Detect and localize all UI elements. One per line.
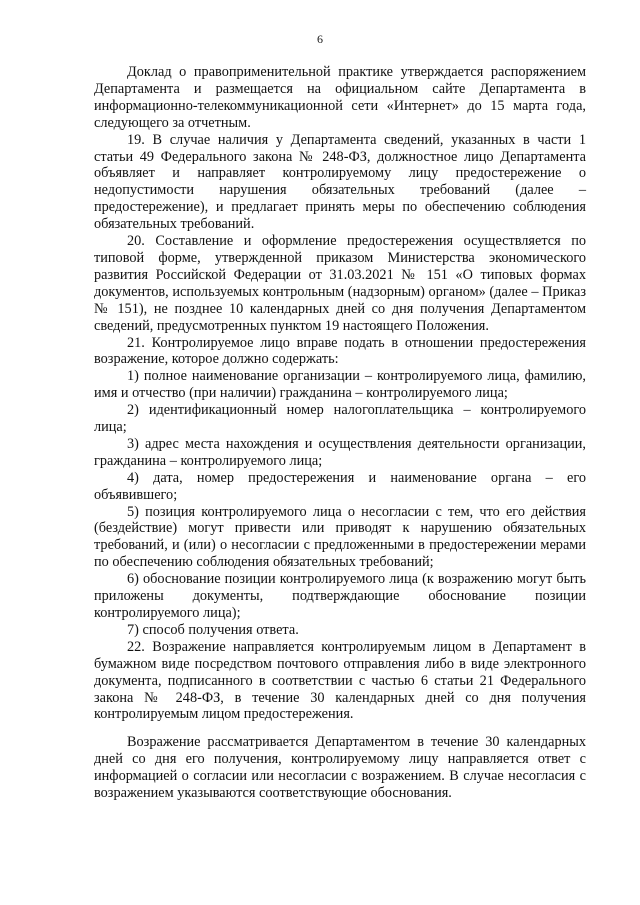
paragraph-item-20: 20. Составление и оформление предостережения осуществляется по типовой форме, утвержденной приказом Министерства экономического развития Российской Федерации от 31.03.2021 № 151 «О типовых формах документов, используемых контрольным (надзорным) органом» (далее – Приказ № 151), не позднее 10 календарных дней со дня получения Департаментом сведений, предусмотренных пунктом 19 настоящего Положения.	[94, 233, 586, 334]
paragraph-item-22: 22. Возражение направляется контролируемым лицом в Департамент в бумажном виде посредством почтового отправления либо в виде электронного документа, подписанного в соответствии с частью 6 статьи 21 Федерального закона № 248-ФЗ, в течение 30 календарных дней со дня получения контролируемым лицом предостережения.	[94, 638, 586, 723]
paragraph-item-21: 21. Контролируемое лицо вправе подать в отношении предостережения возражение, которое должно содержать:	[94, 334, 586, 368]
paragraph-subitem-1: 1) полное наименование организации – контролируемого лица, фамилию, имя и отчество (при наличии) гражданина – контролируемого лица;	[94, 368, 586, 402]
paragraph-subitem-6: 6) обоснование позиции контролируемого лица (к возражению могут быть приложены документы, подтверждающие обоснование позиции контролируемого лица);	[94, 571, 586, 621]
document-body	[94, 64, 586, 802]
paragraph-item-19: 19. В случае наличия у Департамента сведений, указанных в части 1 статьи 49 Федерального закона № 248-ФЗ, должностное лицо Департамента объявляет и направляет контролируемому лицу предостережение о недопустимости нарушения обязательных требований (далее – предостережение), и предлагает принять меры по обеспечению соблюдения обязательных требований.	[94, 131, 586, 233]
page-number: 6	[317, 32, 323, 46]
paragraph-subitem-7: 7) способ получения ответа.	[127, 621, 299, 638]
paragraph-subitem-2: 2) идентификационный номер налогоплательщика – контролируемого лица;	[94, 402, 586, 436]
paragraph-subitem-3: 3) адрес места нахождения и осуществления деятельности организации, гражданина – контролируемого лица;	[94, 435, 586, 469]
paragraph-report-approval: Доклад о правоприменительной практике утверждается распоряжением Департамента и размещается на официальном сайте Департамента в информационно-телекоммуникационной сети «Интернет» до 15 марта года, следующего за отчетным.	[94, 64, 586, 131]
paragraph-subitem-4: 4) дата, номер предостережения и наименование органа – его объявившего;	[94, 469, 586, 503]
paragraph-subitem-5: 5) позиция контролируемого лица о несогласии с тем, что его действия (бездействие) могут привести или приводят к нарушению обязательных требований, и (или) о несогласии с предложенными в предостережении мерами по обеспечению соблюдения обязательных требований;	[94, 503, 586, 571]
paragraph-objection-review: Возражение рассматривается Департаментом в течение 30 календарных дней со дня его получения, контролируемому лицу направляется ответ с информацией о согласии или несогласии с возражением. В случае несогласия с возражением указываются соответствующие обоснования.	[94, 734, 586, 802]
